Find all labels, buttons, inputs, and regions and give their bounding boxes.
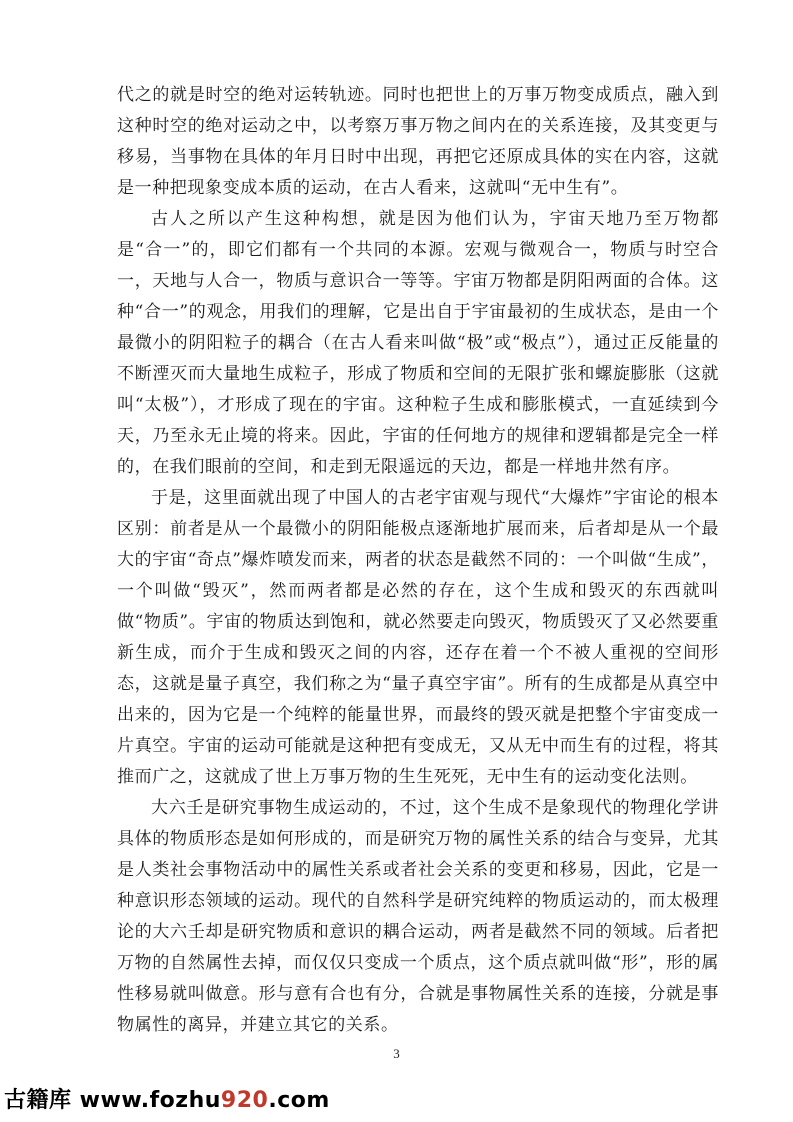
page-number: 3 (393, 1046, 400, 1061)
paragraph-4: 大六壬是研究事物生成运动的，不过，这个生成不是象现代的物理化学讲具体的物质形态是如何形成的，而是研究万物的属性关系的结合与变异，尤其是人类社会事物活动中的属性关系或者社会关系的变更和移易，因此，它是一种意识形态领域的运动。现代的自然科学是研究纯粹的物质运动的，而太极理论的大六壬却是研究物质和意识的耦合运动，两者是截然不同的领域。后者把万物的自然属性去掉，而仅仅只变成一个质点，这个质点就叫做“形”，形的属性移易就叫做意。形与意有合也有分，合就是事物属性关系的连接，分就是事物属性的离异，并建立其它的关系。 (117, 798, 719, 1035)
watermark-site-name: 古籍库 (4, 1088, 72, 1113)
paragraph-2: 古人之所以产生这种构想，就是因为他们认为，宇宙天地乃至万物都是“合一”的，即它们都有一个共同的本源。宏观与微观合一，物质与时空合一，天地与人合一，物质与意识合一等等。宇宙万物都是阴阳两面的合体。这种“合一”的观念，用我们的理解，它是出自于宇宙最初的生成状态，是由一个最微小的阴阳粒子的耦合（在古人看来叫做“极”或“极点”），通过正反能量的不断湮灭而大量地生成粒子，形成了物质和空间的无限扩张和螺旋膨胀（这就叫“太极”），才形成了现在的宇宙。这种粒子生成和膨胀模式，一直延续到今天，乃至永无止境的将来。因此，宇宙的任何地方的规律和逻辑都是完全一样的，在我们眼前的空间，和走到无限遥远的天边，都是一样地井然有序。 (117, 209, 719, 477)
paragraph-3: 于是，这里面就出现了中国人的古老宇宙观与现代“大爆炸”宇宙论的根本区别：前者是从一个最微小的阴阳能极点逐渐地扩展而来，后者却是从一个最大的宇宙“奇点”爆炸喷发而来，两者的状态是截然不同的：一个叫做“生成”，一个叫做“毁灭”，然而两者都是必然的存在，这个生成和毁灭的东西就叫做“物质”。宇宙的物质达到饱和，就必然要走向毁灭，物质毁灭了又必然要重新生成，而介于生成和毁灭之间的内容，还存在着一个不被人重视的空间形态，这就是量子真空，我们称之为“量子真空宇宙”。所有的生成都是从真空中出来的，因为它是一个纯粹的能量世界，而最终的毁灭就是把整个宇宙变成一片真空。宇宙的运动可能就是这种把有变成无，又从无中而生有的过程，将其推而广之，这就成了世上万事万物的生生死死，无中生有的运动变化法则。 (117, 488, 719, 787)
document-page (117, 80, 719, 1041)
watermark (4, 1083, 330, 1114)
paragraph-1: 代之的就是时空的绝对运转轨迹。同时也把世上的万事万物变成质点，融入到这种时空的绝对运动之中，以考察万事万物之间内在的关系连接，及其变更与移易，当事物在具体的年月日时中出现，再把它还原成具体的实在内容，这就是一种把现象变成本质的运动，在古人看来，这就叫“无中生有”。 (117, 85, 719, 198)
watermark-url-suffix: .com (268, 1088, 330, 1113)
watermark-url-prefix: www.fozhu (71, 1088, 221, 1113)
watermark-url-digits: 920 (220, 1088, 269, 1113)
